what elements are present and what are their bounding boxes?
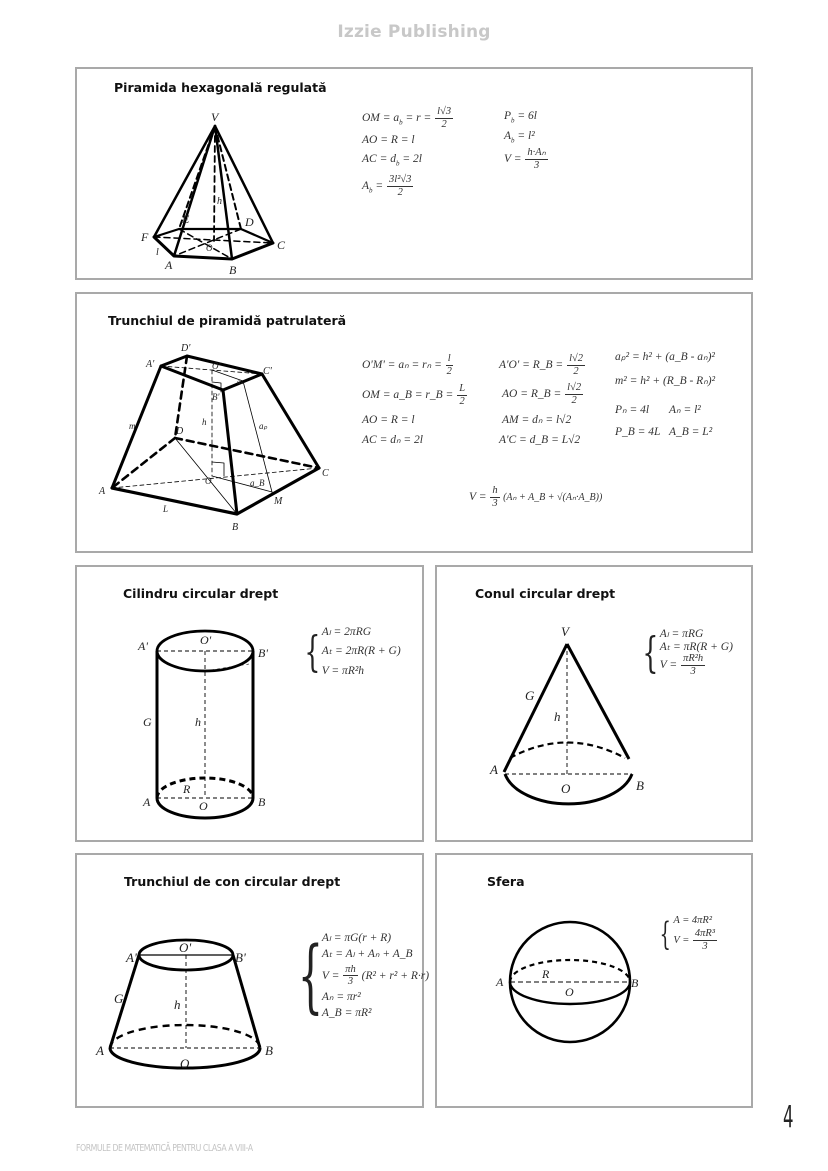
label-a: A: [143, 795, 151, 809]
formula-ac: AC = dₙ = 2l: [362, 434, 423, 446]
section-title: Trunchiul de con circular drept: [124, 874, 341, 889]
square-frustum-diagram: [77, 334, 357, 534]
formula-lateral-area: Aₗ = πRG: [659, 628, 704, 640]
label-a: A: [99, 486, 106, 497]
label-apothem: aₚ: [259, 421, 268, 431]
label-o: O: [180, 1056, 190, 1071]
formula-a-prime-o-prime: A'O' = R_B = $\frac{l√2}{2}$: [499, 353, 584, 377]
formula-volume: V = $\frac{\text{h·Aₙ}}{3}$: [504, 147, 546, 171]
formula-om: OM = a_B = r_B = $\frac{L}{2}$: [362, 383, 466, 407]
formula-ao-radius: AO = R_B = $\frac{l√2}{2}$: [502, 382, 582, 406]
label-o: O: [199, 799, 208, 813]
formula-pb-big: P_B = 4L: [615, 426, 661, 438]
card-cone-frustum: [75, 853, 430, 1108]
formula-volume: V = $\frac{\text{πR²h}}{3}$: [659, 653, 704, 677]
label-b: B: [631, 976, 639, 990]
formula-om: OM = $a_b = r$ = $\frac{l√3}{2}$: [362, 106, 452, 130]
formula-pb: $P_b = 6l$: [504, 110, 537, 125]
cylinder-formulas: [299, 627, 401, 677]
formula-ab: $A_b$ = $\frac{\text{3l²√3}}{2}$: [362, 174, 412, 198]
hex-pyramid-diagram: [137, 99, 337, 299]
formula-lateral-edge: m² = h² + (R_B - Rₙ)²: [615, 375, 716, 387]
formula-big-base-area: A_B = πR²: [321, 1006, 372, 1019]
label-e: E: [182, 212, 190, 226]
label-g: G: [143, 715, 152, 729]
formula-a-prime-c: A'C = d_B = L√2: [499, 434, 581, 446]
label-c-prime: C': [263, 366, 272, 377]
formula-volume: V = $\frac{\text{4πR³}}{3}$: [673, 928, 715, 952]
label-h: h: [202, 417, 207, 427]
label-b-prime: B': [235, 950, 246, 965]
label-b: B: [258, 795, 266, 809]
label-d: D: [176, 426, 184, 437]
label-g: G: [525, 688, 535, 703]
formula-om-prime: O'M' = aₙ = rₙ = $\frac{l}{2}$: [362, 353, 452, 377]
label-l: L: [163, 504, 169, 514]
formula-total-area: Aₜ = 2πR(R + G): [321, 645, 401, 658]
card-square-frustum: [75, 292, 753, 553]
page-number: 4: [783, 1100, 794, 1135]
formula-volume: V = πR²h: [321, 664, 365, 677]
formula-lateral-area: Aₗ = 2πRG: [321, 626, 372, 638]
label-o: O: [565, 985, 574, 999]
card-sphere: [435, 853, 753, 1108]
label-d-prime: D': [181, 343, 191, 354]
brace-icon: {: [659, 915, 671, 953]
label-o: O: [206, 243, 213, 253]
card-hex-pyramid: [75, 67, 753, 280]
label-r: R: [183, 782, 191, 796]
label-a: A: [165, 258, 173, 272]
formula-small-base-area: Aₙ = πr²: [321, 990, 361, 1003]
label-d: D: [245, 215, 254, 229]
brace-icon: {: [297, 929, 324, 1022]
label-v: V: [211, 110, 219, 124]
label-a-prime: A': [138, 639, 148, 653]
label-m: m: [129, 421, 136, 431]
sphere-formulas: [655, 916, 718, 952]
label-r: R: [542, 967, 550, 981]
formula-ao: AO = R = l: [362, 414, 415, 426]
brace-icon: {: [642, 628, 659, 677]
label-l: l: [156, 247, 159, 258]
formula-apothem: aₚ² = h² + (a_B - aₙ)²: [615, 351, 715, 363]
label-o-prime: O': [179, 940, 192, 955]
label-o-prime: O': [200, 633, 212, 647]
brace-icon: {: [304, 627, 321, 676]
label-h: h: [174, 997, 181, 1012]
formula-am: AM = dₙ = l√2: [502, 414, 572, 426]
card-cone: [435, 565, 753, 842]
publisher-header: Izzie Publishing: [337, 22, 491, 42]
formula-volume: V = $\frac{h}{3}$ (Aₙ + A_B + √(Aₙ·A_B)): [469, 485, 603, 509]
label-f: F: [141, 230, 149, 244]
formula-surface-area: A = 4πR²: [673, 915, 712, 926]
formula-ab-area: $A_b = l^2$: [504, 130, 535, 145]
label-a: A: [496, 975, 504, 989]
label-v: V: [561, 624, 569, 639]
cone-formulas: [637, 629, 733, 677]
section-title: Piramida hexagonală regulată: [114, 80, 327, 95]
section-title: Conul circular drept: [475, 586, 616, 601]
label-b: B: [229, 263, 237, 277]
card-cylinder: [75, 565, 424, 842]
formula-ab-small: Aₙ = l²: [669, 404, 701, 416]
label-a: A: [96, 1043, 104, 1058]
formula-total-area: Aₜ = πR(R + G): [659, 640, 733, 653]
section-title: Trunchiul de piramidă patrulateră: [108, 313, 347, 328]
label-m-point: M: [274, 496, 283, 507]
formula-volume: V = $\frac{\pi h}{3}$ (R² + r² + R·r): [321, 963, 430, 987]
label-c: C: [277, 238, 286, 252]
label-a-prime: A': [126, 950, 137, 965]
section-title: Cilindru circular drept: [123, 586, 279, 601]
formula-ac: AC = $d_b = 2l$: [362, 153, 422, 168]
label-h: h: [195, 715, 201, 729]
label-o: O: [205, 476, 212, 486]
label-o-prime: O': [212, 361, 221, 371]
label-a: A: [490, 762, 498, 777]
formula-lateral-area: Aₗ = πG(r + R): [321, 932, 392, 944]
label-b: B: [265, 1043, 273, 1058]
formula-total-area: Aₜ = Aₗ + Aₙ + A_B: [321, 947, 413, 960]
label-b-prime: B': [212, 392, 220, 402]
cone-frustum-diagram: [92, 930, 302, 1130]
label-h: h: [554, 709, 561, 724]
section-title: Sfera: [487, 874, 525, 889]
formula-ab-big: A_B = L²: [669, 426, 713, 438]
label-a-prime: A': [146, 359, 155, 370]
label-b: B: [232, 522, 239, 533]
cone-frustum-formulas: [285, 929, 430, 1022]
label-b: B: [636, 778, 644, 793]
label-h: h: [217, 196, 222, 207]
footer-book-title: FORMULE DE MATEMATICĂ PENTRU CLASA A VIII-A: [76, 1143, 253, 1154]
label-b-prime: B': [258, 646, 268, 660]
label-g: G: [114, 991, 124, 1006]
formula-pb-small: Pₙ = 4l: [615, 404, 650, 416]
label-o: O: [561, 781, 571, 796]
formula-ao: AO = R = l: [362, 134, 415, 146]
label-ab-small: aₙ: [237, 378, 244, 386]
label-c: C: [322, 468, 329, 479]
label-ab-big: a_B: [250, 478, 265, 488]
